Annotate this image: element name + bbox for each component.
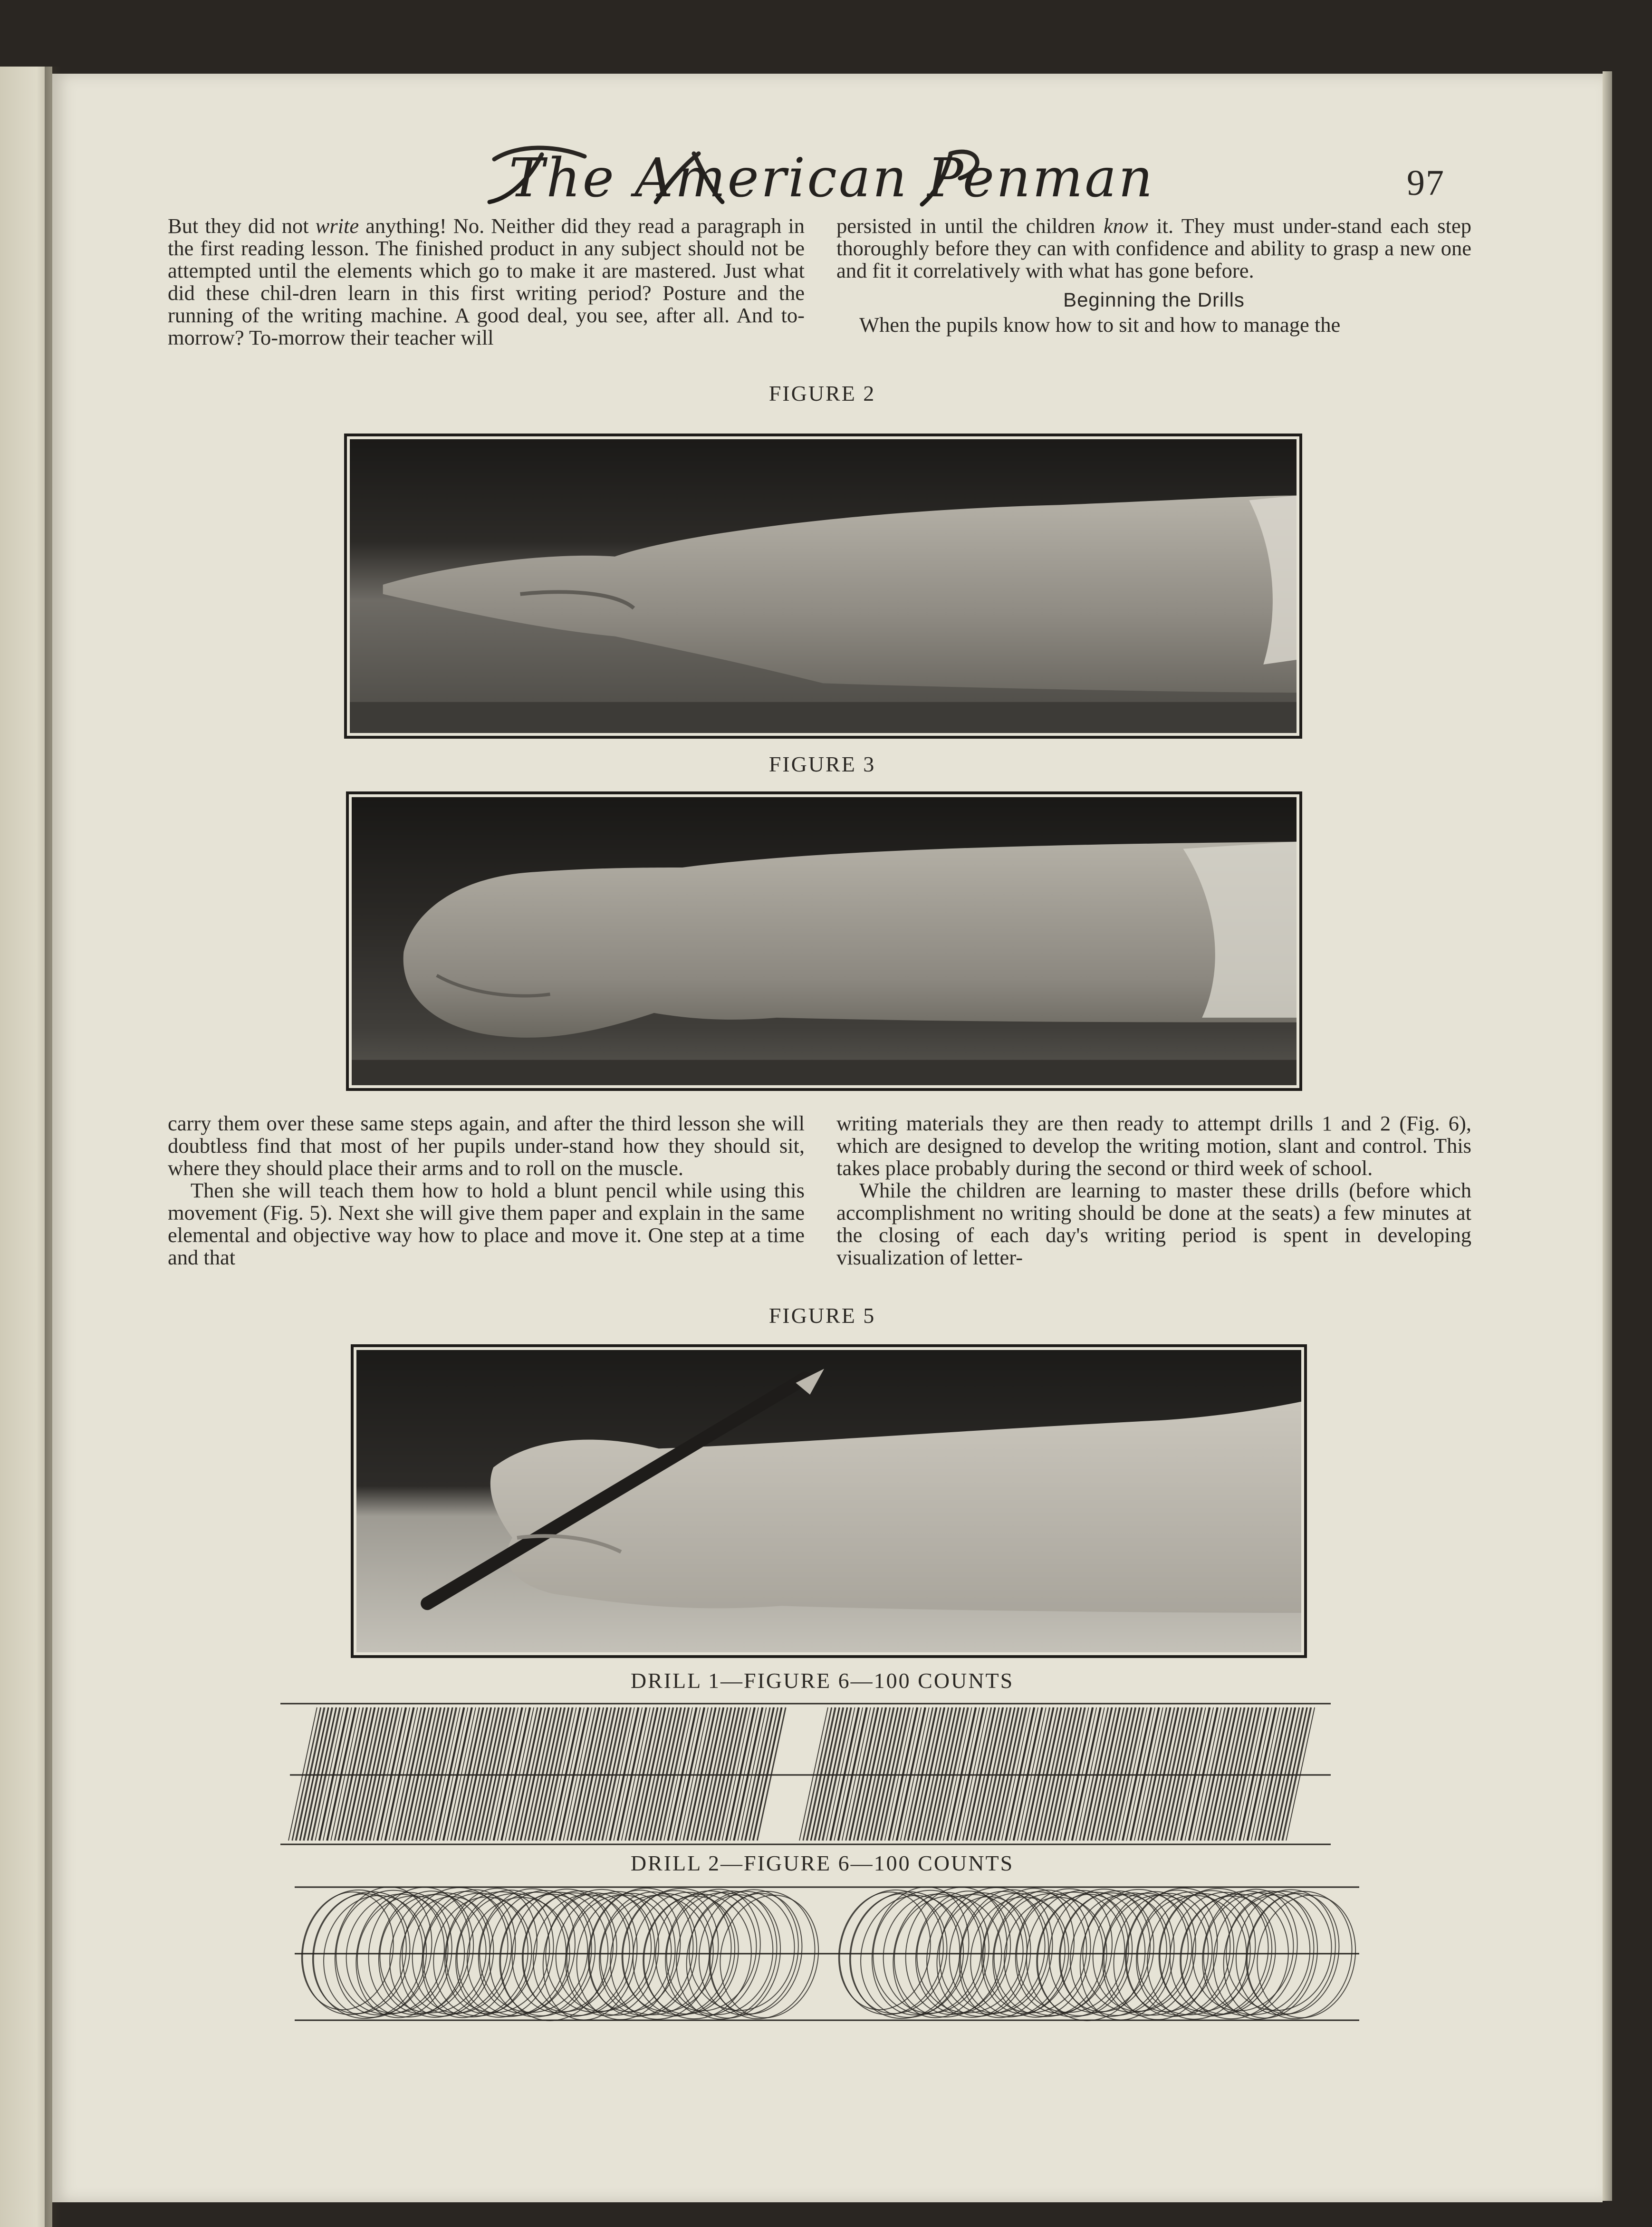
top-left-column — [168, 215, 805, 372]
paragraph: persisted in until the children know it. They must under-stand each step thoroughly before they can with confidence and ability to grasp a new one and fit it correlatively with what has gone before. — [836, 214, 1471, 282]
middle-left-column — [168, 1112, 805, 1293]
top-right-column — [836, 215, 1471, 372]
page-right-edge — [1603, 71, 1612, 2201]
figure-5-photo — [351, 1344, 1307, 1658]
paragraph: carry them over these same steps again, and after the third lesson she will doubtless find that most of her pupils under-stand how they should sit, where they should place their arms and to roll on the muscle. — [168, 1111, 805, 1180]
figure-caption: FIGURE 2 — [768, 381, 876, 405]
figure-caption: FIGURE 5 — [768, 1303, 876, 1328]
paragraph: But they did not write anything! No. Neither did they read a paragraph in the first reading lesson. The finished product in any subject should not be attempted until the elements which go to make it are mastered. Just what did these chil-dren learn in this first writing period? Posture and the running of the writing machine. A good deal, you see, after all. And to-morrow? To-morrow their teacher will — [168, 214, 805, 349]
figure-caption: FIGURE 3 — [768, 752, 876, 776]
paragraph: Then she will teach them how to hold a blunt pencil while using this movement (Fig. 5). Next she will give them paper and explain in the same elemental and objective way how to place and move it. One step at a time and that — [168, 1178, 805, 1269]
figure-2-photo — [344, 434, 1302, 739]
section-subheading: Beginning the Drills — [1063, 289, 1245, 311]
page-number: 97 — [1407, 163, 1445, 203]
drill-caption: DRILL 1—FIGURE 6—100 COUNTS — [630, 1668, 1014, 1693]
drill-2-ovals — [295, 1882, 1359, 2025]
paragraph: While the children are learning to master these drills (before which accomplishment no writing should be done at the seats) a few minutes at the closing of each day's writing period is spent in developing visualization of letter- — [836, 1178, 1471, 1269]
drill-1-strokes — [280, 1703, 1331, 1845]
masthead-text: The American Penman — [509, 147, 1155, 209]
drill-caption: DRILL 2—FIGURE 6—100 COUNTS — [630, 1851, 1014, 1875]
paragraph: When the pupils know how to sit and how to manage the — [859, 313, 1341, 337]
masthead-logo — [475, 135, 1188, 216]
middle-right-column — [836, 1112, 1471, 1293]
figure-3-photo — [346, 791, 1302, 1091]
paragraph: writing materials they are then ready to attempt drills 1 and 2 (Fig. 6), which are designed to develop the writing motion, slant and control. This takes place probably during the second or third week of school. — [836, 1111, 1471, 1180]
